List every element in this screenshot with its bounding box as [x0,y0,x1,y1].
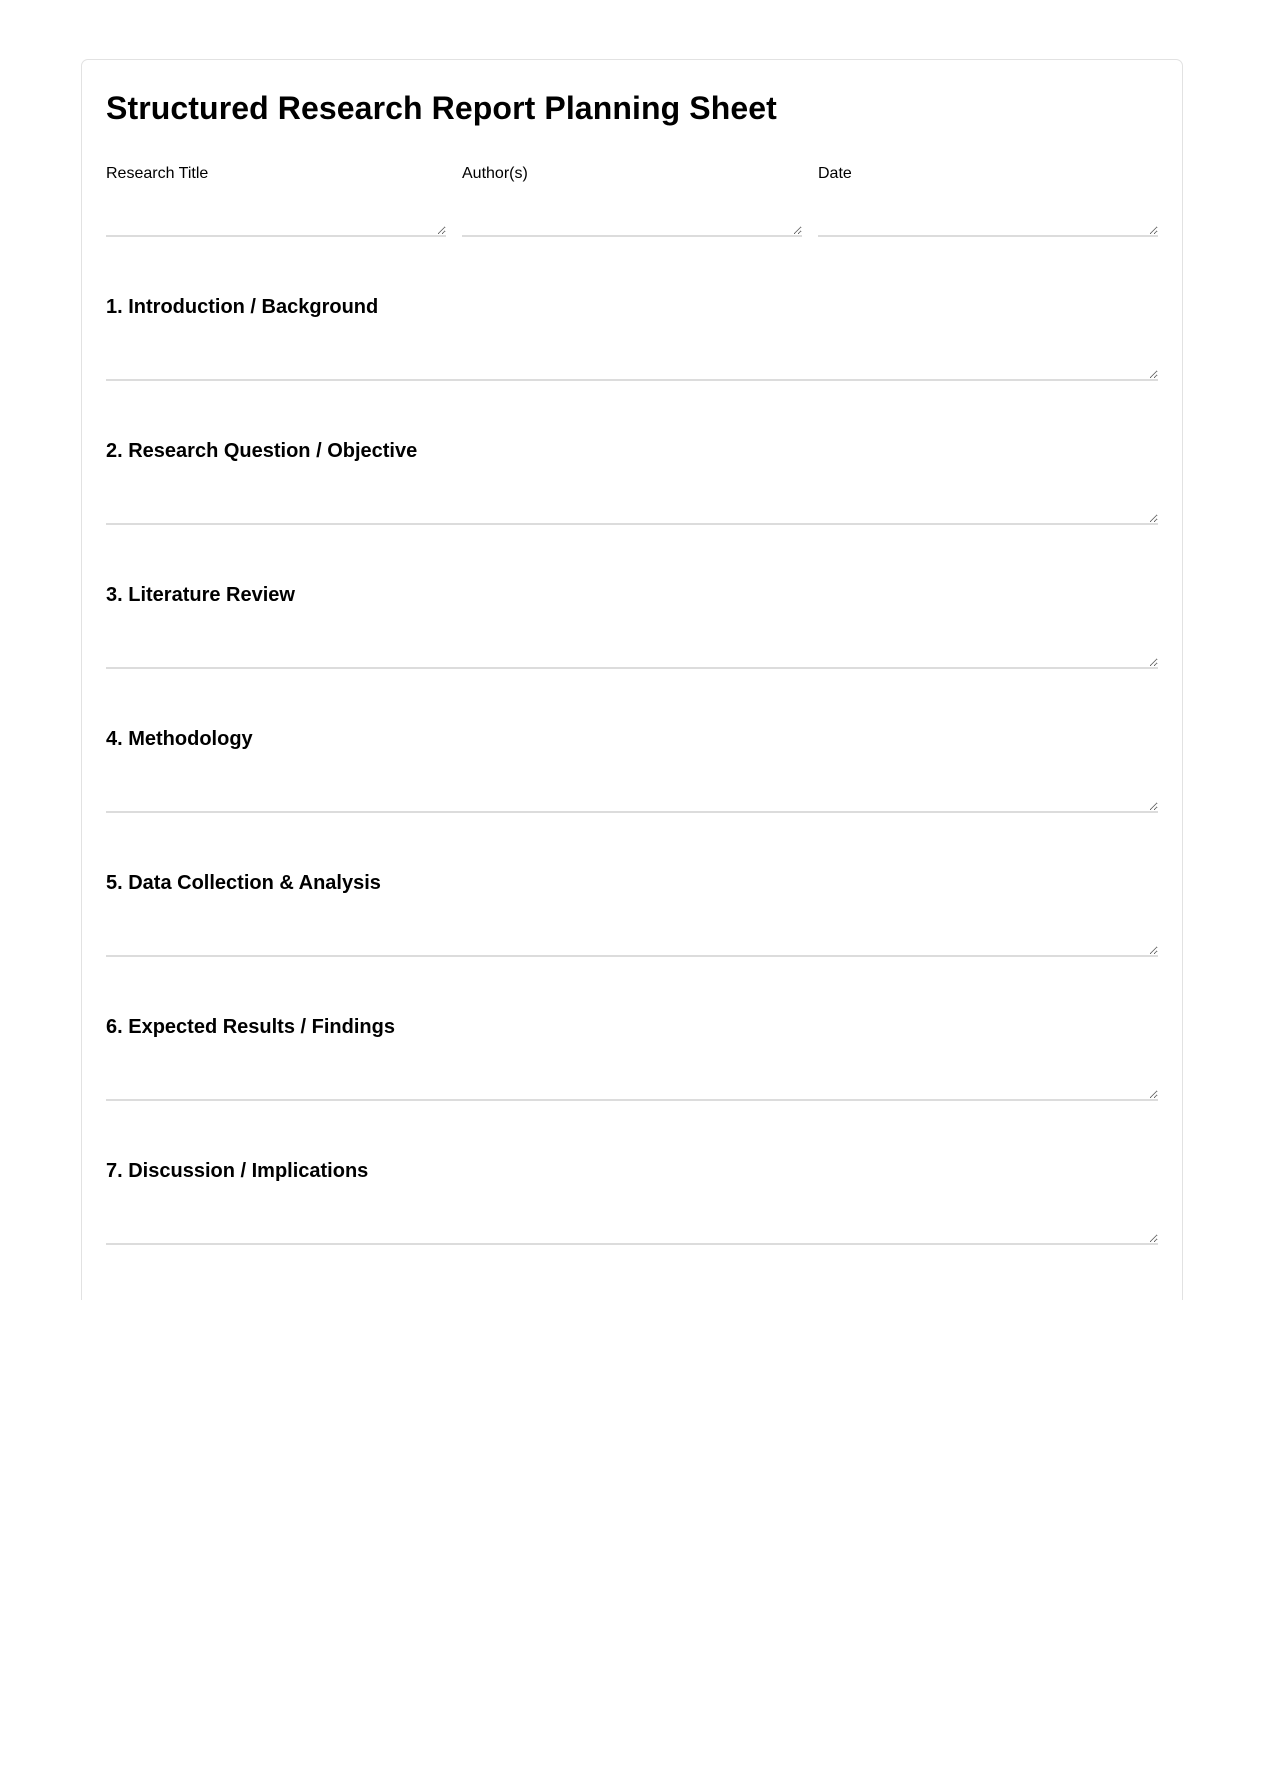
section-discussion [106,1160,1158,1245]
section-introduction [106,296,1158,381]
methodology-input[interactable] [106,763,1158,813]
authors-input[interactable] [462,187,802,237]
section-expected-results [106,1016,1158,1101]
introduction-input[interactable] [106,331,1158,381]
planning-sheet-card [81,59,1183,1300]
section-title: 5. Data Collection & Analysis [106,872,381,894]
expected-results-input[interactable] [106,1051,1158,1101]
authors-label: Author(s) [462,165,528,182]
date-label: Date [818,165,852,182]
section-title: 6. Expected Results / Findings [106,1016,395,1038]
sheet-viewport [81,59,1183,1300]
section-research-question [106,440,1158,525]
research-title-field [106,165,446,237]
section-methodology [106,728,1158,813]
section-title: 3. Literature Review [106,584,295,606]
discussion-input[interactable] [106,1195,1158,1245]
literature-review-input[interactable] [106,619,1158,669]
section-title: 4. Methodology [106,728,253,750]
section-data-collection [106,872,1158,957]
research-title-label: Research Title [106,165,209,182]
meta-fields-row [106,165,1158,237]
research-question-input[interactable] [106,475,1158,525]
research-title-input[interactable] [106,187,446,237]
data-collection-input[interactable] [106,907,1158,957]
authors-field [462,165,802,237]
section-literature-review [106,584,1158,669]
date-field [818,165,1158,237]
date-input[interactable] [818,187,1158,237]
section-title: 2. Research Question / Objective [106,440,418,462]
section-title: 7. Discussion / Implications [106,1160,369,1182]
section-title: 1. Introduction / Background [106,296,379,318]
page-title: Structured Research Report Planning Sheet [106,90,777,126]
